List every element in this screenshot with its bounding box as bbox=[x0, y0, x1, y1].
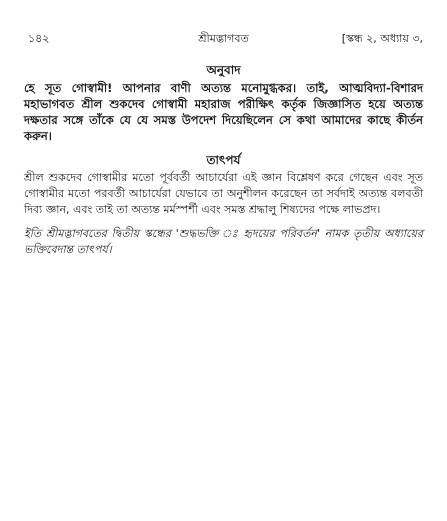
chapter-reference: [স্কন্ধ ২, অধ্যায় ৩, bbox=[341, 32, 423, 45]
chapter-closing-text: ইতি শ্রীমদ্ভাগবতের দ্বিতীয় স্কন্ধের 'শুদ্ধভক্তি ঃ হৃদয়ের পরিবর্তন' নামক তৃতীয় অধ্যায়ের ভক্তিবেদান্ত তাৎপর্য। bbox=[24, 227, 423, 256]
purport-text: শ্রীল শুকদেব গোস্বামীর মতো পূর্ববর্তী আচার্যেরা এই জ্ঞান বিশ্লেষণ করে গেছেন এবং সূত গোস্বামীর মতো পরবর্তী আচার্যেরা যেভাবে তা অনুশীলন করেছেন তা সর্বদাই অত্যন্ত বলবতী দিব্য জ্ঞান, এবং তাই তা অত্যন্ত মর্মস্পর্শী এবং সমস্ত শ্রদ্ধালু শিষ্যদের পক্ষে লাভপ্রদ। bbox=[24, 171, 423, 216]
translation-heading: অনুবাদ bbox=[206, 63, 241, 77]
page-header bbox=[24, 30, 423, 48]
purport-heading: তাৎপর্য bbox=[206, 153, 241, 167]
book-title: শ্রীমদ্ভাগবত bbox=[198, 32, 249, 45]
translation-text: হে সূত গোস্বামী! আপনার বাণী অত্যন্ত মনোমুগ্ধকর। তাই, আত্মবিদ্যা-বিশারদ মহাভাগবত শ্রীল শুকদেব গোস্বামী মহারাজ পরীক্ষিৎ কর্তৃক জিজ্ঞাসিত হয়ে অত্যন্ত দক্ষতার সঙ্গে তাঁকে যে যে সমস্ত উপদেশ দিয়েছিলেন সে কথা আমাদের কাছে কীর্তন করুন। bbox=[24, 81, 423, 143]
page-number: ১৪২ bbox=[28, 32, 50, 45]
